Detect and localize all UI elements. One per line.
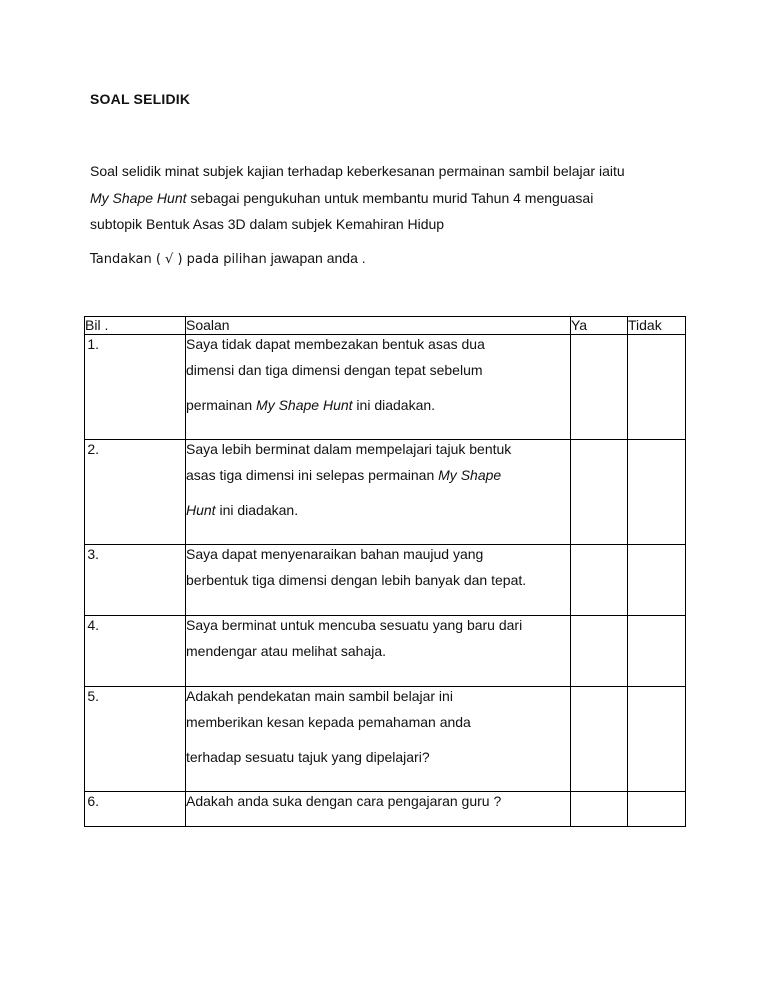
question-text: Saya dapat menyenaraikan bahan maujud yang berbentuk tiga dimensi dengan lebih banyak dan tepat. bbox=[186, 545, 571, 616]
question-text: Adakah anda suka dengan cara pengajaran guru ? bbox=[186, 792, 571, 827]
tidak-checkbox-cell[interactable] bbox=[628, 335, 686, 440]
ya-checkbox-cell[interactable] bbox=[571, 687, 628, 792]
intro-paragraph bbox=[90, 158, 710, 238]
table-row bbox=[85, 616, 686, 687]
intro-line-2-rest: sebagai pengukuhan untuk membantu murid Tahun 4 menguasai bbox=[186, 189, 594, 206]
question-text: Saya tidak dapat membezakan bentuk asas dua dimensi dan tiga dimensi dengan tepat sebelum permainan My Shape Hunt ini diadakan. bbox=[186, 335, 571, 440]
tidak-checkbox-cell[interactable] bbox=[628, 440, 686, 545]
ya-checkbox-cell[interactable] bbox=[571, 335, 628, 440]
header-soalan: Soalan bbox=[186, 317, 571, 335]
intro-line-3: subtopik Bentuk Asas 3D dalam subjek Kemahiran Hidup bbox=[90, 216, 445, 232]
instruction-part-2: jawapan anda . bbox=[266, 250, 366, 266]
game-name: My Shape Hunt bbox=[90, 189, 187, 206]
question-text: Adakah pendekatan main sambil belajar ini memberikan kesan kepada pemahaman anda terhadap sesuatu tajuk yang dipelajari? bbox=[186, 687, 571, 792]
intro-line-2 bbox=[90, 185, 710, 212]
intro-line-1: Soal selidik minat subjek kajian terhadap keberkesanan permainan sambil belajar iaitu bbox=[90, 163, 625, 179]
question-text: Saya berminat untuk mencuba sesuatu yang baru dari mendengar atau melihat sahaja. bbox=[186, 616, 571, 687]
tidak-checkbox-cell[interactable] bbox=[628, 545, 686, 616]
table-row bbox=[85, 792, 686, 827]
header-ya: Ya bbox=[571, 317, 628, 335]
table-row bbox=[85, 545, 686, 616]
header-tidak: Tidak bbox=[628, 317, 686, 335]
row-number: 4. bbox=[85, 616, 186, 687]
table-row bbox=[85, 440, 686, 545]
table-row bbox=[85, 335, 686, 440]
table-header-row bbox=[85, 317, 686, 335]
header-bil: Bil . bbox=[85, 317, 186, 335]
tidak-checkbox-cell[interactable] bbox=[628, 792, 686, 827]
instruction-part-1: Tandakan ( √ ) pada pilihan bbox=[90, 252, 267, 267]
row-number: 1. bbox=[85, 335, 186, 440]
survey-table bbox=[84, 316, 686, 827]
row-number: 5. bbox=[85, 687, 186, 792]
ya-checkbox-cell[interactable] bbox=[571, 792, 628, 827]
ya-checkbox-cell[interactable] bbox=[571, 440, 628, 545]
table-row bbox=[85, 687, 686, 792]
instruction bbox=[90, 250, 366, 267]
row-number: 2. bbox=[85, 440, 186, 545]
ya-checkbox-cell[interactable] bbox=[571, 545, 628, 616]
ya-checkbox-cell[interactable] bbox=[571, 616, 628, 687]
page-title: SOAL SELIDIK bbox=[90, 91, 191, 107]
row-number: 3. bbox=[85, 545, 186, 616]
row-number: 6. bbox=[85, 792, 186, 827]
tidak-checkbox-cell[interactable] bbox=[628, 687, 686, 792]
question-text: Saya lebih berminat dalam mempelajari tajuk bentuk asas tiga dimensi ini selepas permainan My Shape Hunt ini diadakan. bbox=[186, 440, 571, 545]
tidak-checkbox-cell[interactable] bbox=[628, 616, 686, 687]
